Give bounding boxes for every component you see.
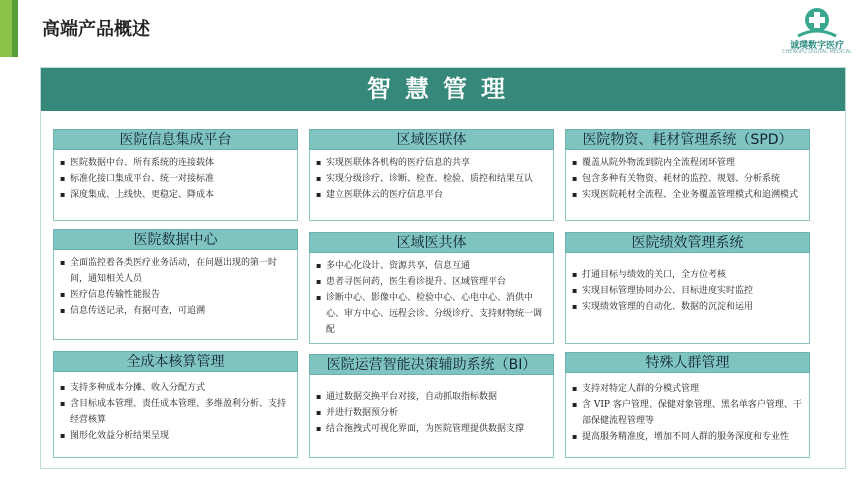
card-title: 医院数据中心 xyxy=(53,229,298,250)
list-item: ▪ 含目标成本管理、责任成本管理、多维盈利分析、支持经营核算 xyxy=(60,396,291,428)
page-title: 高端产品概述 xyxy=(42,19,150,40)
card-body xyxy=(565,253,810,344)
list-item: ▪ 支持对特定人群的分模式管理 xyxy=(572,381,803,397)
logo-text: 诚璞数字医疗 xyxy=(789,41,844,51)
card-regional-medical-alliance xyxy=(309,129,554,221)
card-body xyxy=(53,372,298,458)
accent-bar-dark xyxy=(12,0,18,57)
card-title: 医院物资、耗材管理系统（SPD） xyxy=(565,129,810,150)
card-bi-decision-support xyxy=(309,354,554,458)
card-body xyxy=(309,375,554,458)
list-item: ▪ 医院数据中台、所有系统的连接载体 xyxy=(60,155,291,171)
card-title: 医院绩效管理系统 xyxy=(565,232,810,253)
card-hospital-integration-platform xyxy=(53,129,298,221)
list-item: ▪ 医疗信息传输性能报告 xyxy=(60,287,291,303)
card-special-population xyxy=(565,352,810,458)
list-item: ▪ 标准化接口集成平台、统一对接标准 xyxy=(60,171,291,187)
card-title: 医院信息集成平台 xyxy=(53,129,298,150)
list-item: ▪ 提高服务精准度，增加不同人群的服务深度和专业性 xyxy=(572,429,803,445)
list-item: ▪ 通过数据交换平台对接，自动抓取指标数据 xyxy=(316,389,547,405)
list-item: ▪ 实现目标管理协同办公、目标进度实时监控 xyxy=(572,283,803,299)
card-body xyxy=(309,253,554,344)
list-item: ▪ 实现医联体各机构的医疗信息的共享 xyxy=(316,155,547,171)
card-title: 医院运营智能决策辅助系统（BI） xyxy=(309,354,554,375)
card-body xyxy=(565,373,810,458)
card-body xyxy=(53,250,298,340)
card-full-cost-accounting xyxy=(53,351,298,458)
list-item: ▪ 实现分级诊疗、诊断、检查、检验、质控和结果互认 xyxy=(316,171,547,187)
list-item: ▪ 诊断中心、影像中心、检验中心、心电中心、消供中心、审方中心、远程会诊、分级诊疗、支持财物统一调配 xyxy=(316,290,547,338)
list-item: ▪ 患者寻医问药，医生看诊提升、区域管理平台 xyxy=(316,274,547,290)
card-title: 区域医共体 xyxy=(309,232,554,253)
list-item: ▪ 建立医联体云的医疗信息平台 xyxy=(316,187,547,203)
smart-management-panel xyxy=(40,67,846,469)
card-title: 特殊人群管理 xyxy=(565,352,810,373)
card-performance-management xyxy=(565,232,810,344)
banner-title: 智慧管理 xyxy=(41,68,845,111)
list-item: ▪ 图形化效益分析结果呈现 xyxy=(60,428,291,444)
card-title: 区域医联体 xyxy=(309,129,554,150)
list-item: ▪ 全面监控着各类医疗业务活动，在问题出现的第一时间，通知相关人员 xyxy=(60,255,291,287)
list-item: ▪ 含 VIP 客户管理、保健对象管理、黑名单客户管理、干部保健流程管理等 xyxy=(572,397,803,429)
list-item: ▪ 多中心化设计、资源共享，信息互通 xyxy=(316,258,547,274)
list-item: ▪ 实现绩效管理的自动化、数据的沉淀和运用 xyxy=(572,299,803,315)
list-item: ▪ 结合拖拽式可视化界面，为医院管理提供数据支撑 xyxy=(316,421,547,437)
list-item: ▪ 实现医院耗材全流程、全业务覆盖管理模式和追溯模式 xyxy=(572,187,803,203)
list-item: ▪ 包含多种有关物资、耗材的监控、规划、分析系统 xyxy=(572,171,803,187)
card-body xyxy=(53,150,298,221)
accent-bar xyxy=(0,0,12,57)
list-item: ▪ 支持多种成本分摊、收入分配方式 xyxy=(60,380,291,396)
list-item: ▪ 打通目标与绩效的关口，全方位考核 xyxy=(572,267,803,283)
card-hospital-data-center xyxy=(53,229,298,340)
list-item: ▪ 信息传送记录，有据可查，可追溯 xyxy=(60,303,291,319)
card-title: 全成本核算管理 xyxy=(53,351,298,372)
list-item: ▪ 深度集成、上线快、更稳定、降成本 xyxy=(60,187,291,203)
card-spd-system xyxy=(565,129,810,221)
logo-subtitle: CHENGPU DIGITAL MEDICAL xyxy=(782,49,852,55)
list-item: ▪ 并进行数据预分析 xyxy=(316,405,547,421)
card-regional-medical-community xyxy=(309,232,554,344)
card-body xyxy=(565,150,810,221)
card-body xyxy=(309,150,554,221)
list-item: ▪ 覆盖从院外物流到院内全流程闭环管理 xyxy=(572,155,803,171)
